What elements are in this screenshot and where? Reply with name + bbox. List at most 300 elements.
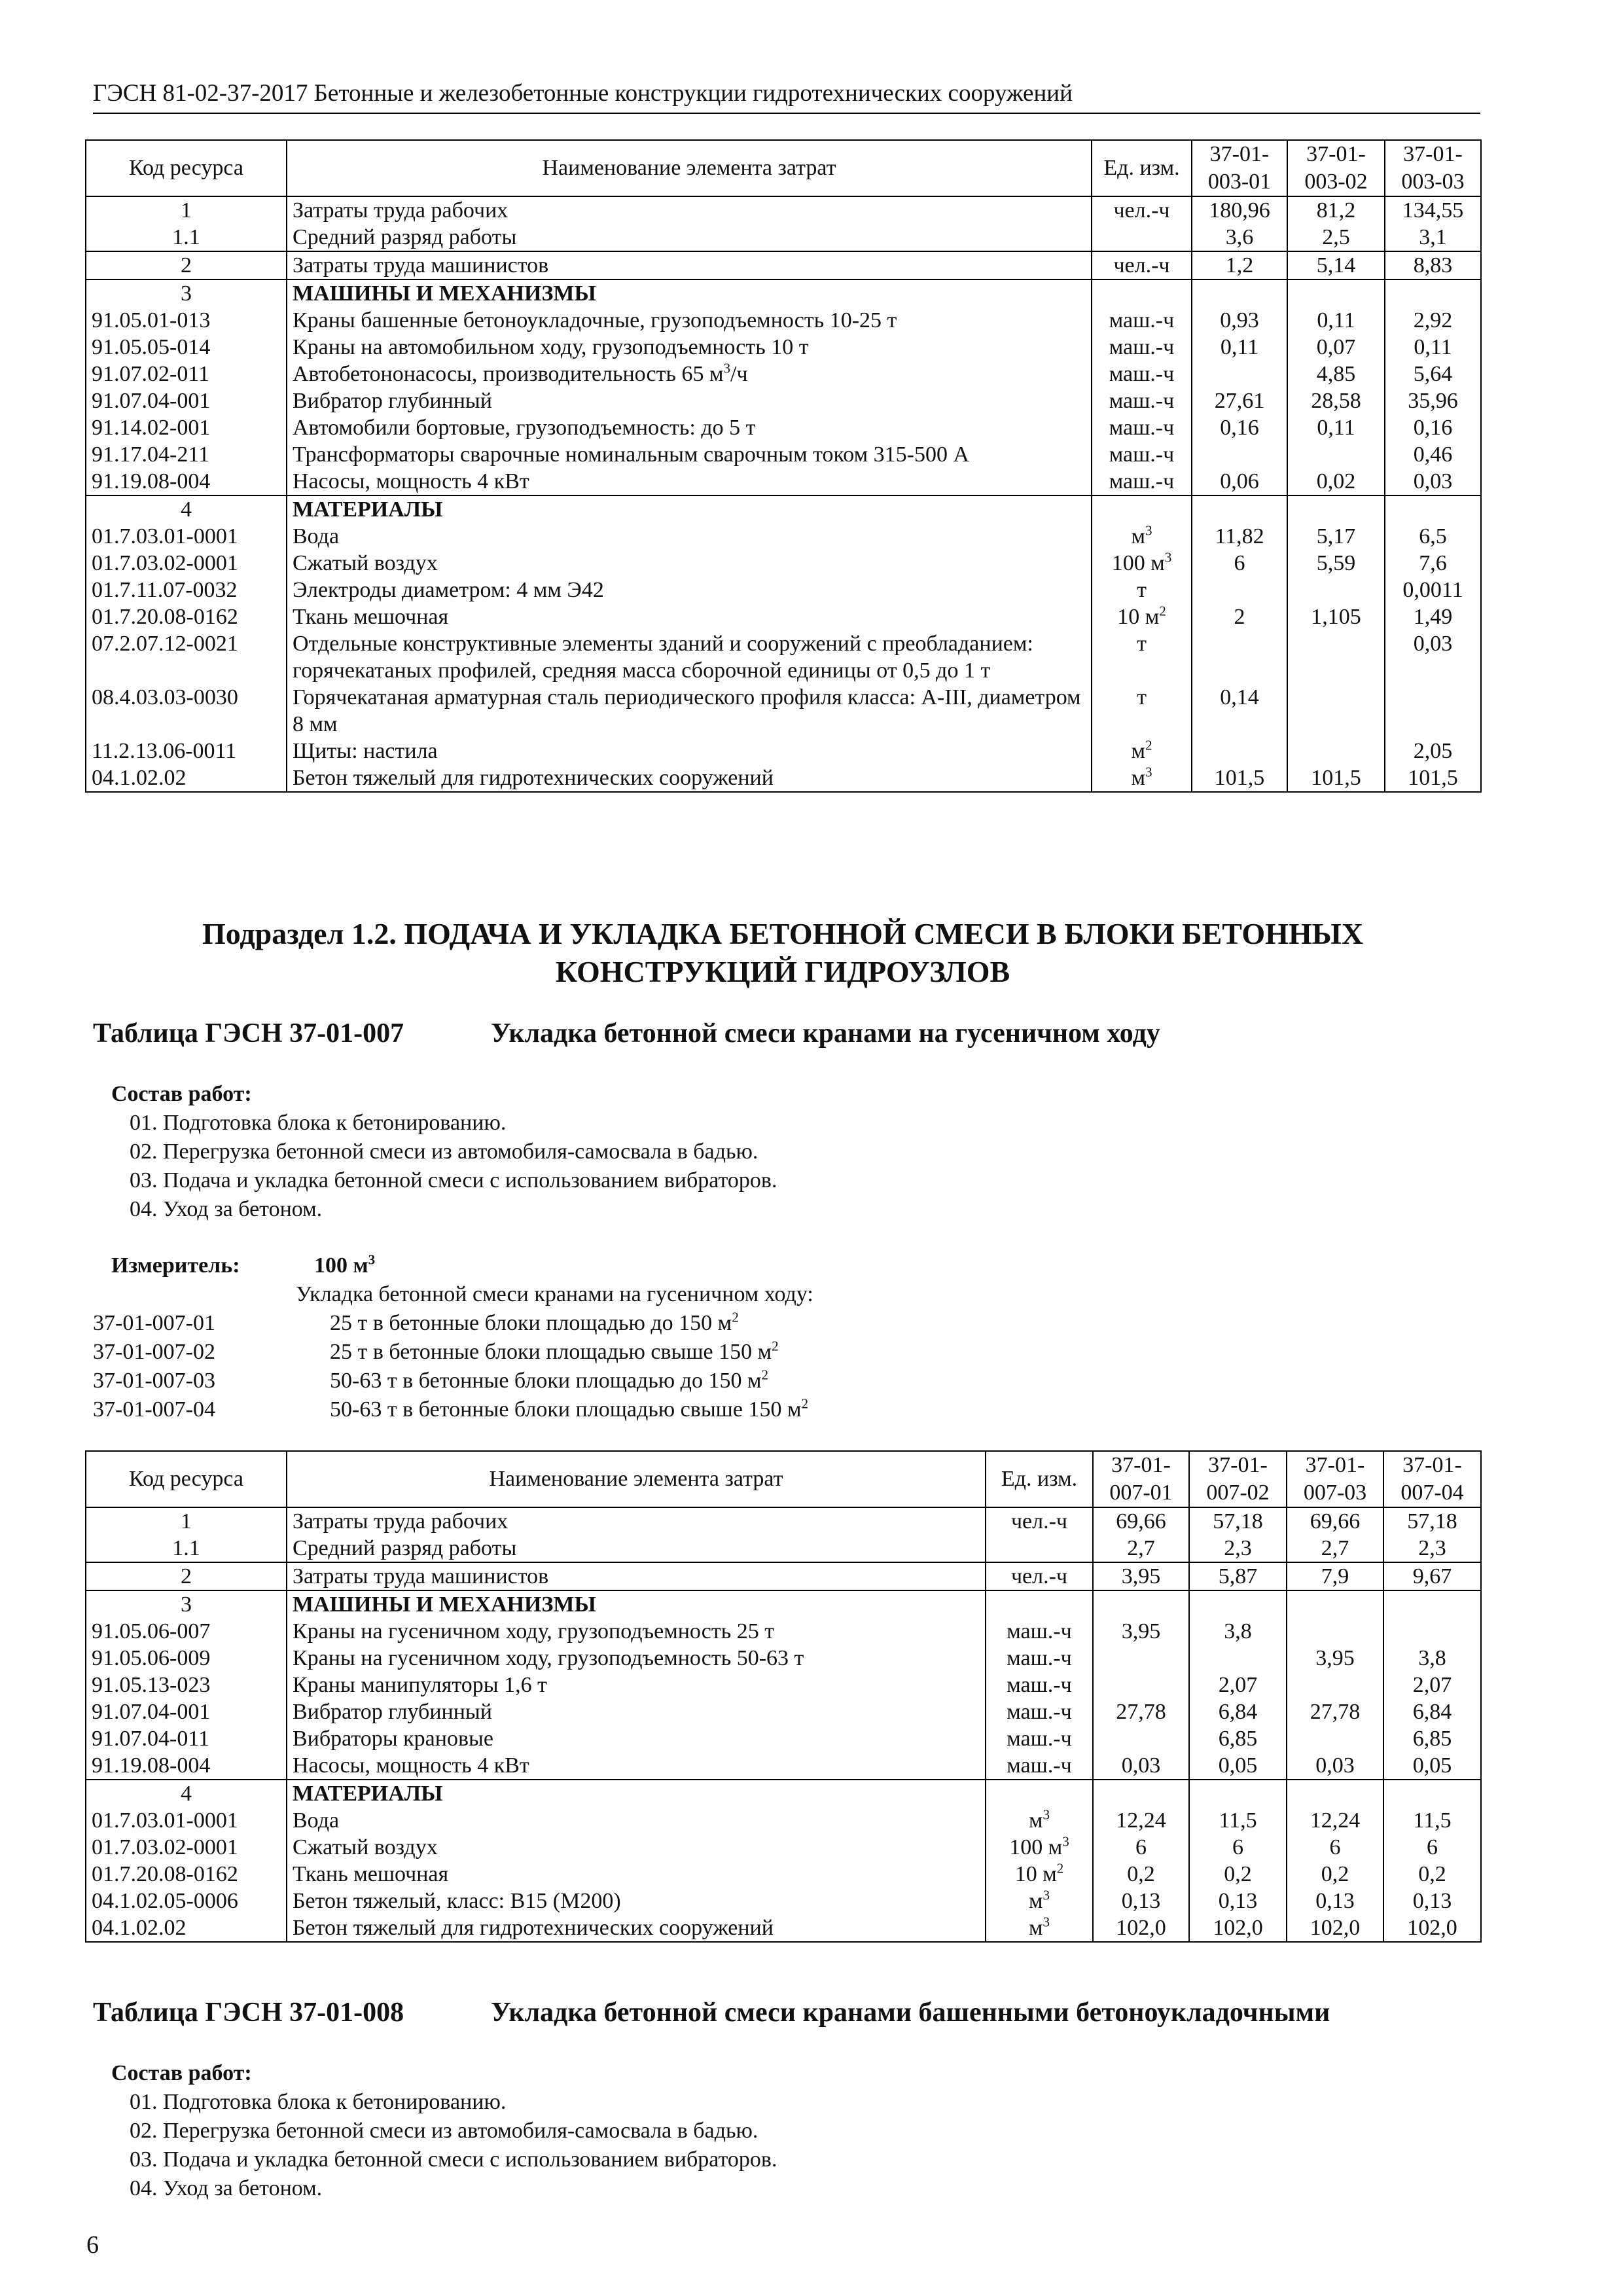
norm-value: 0,03 [1093, 1752, 1189, 1780]
meter-unit: 100 $м^3$ [314, 1251, 376, 1278]
resource-code: 91.07.02-011 [86, 361, 287, 387]
norm-value [1192, 577, 1287, 603]
table-row [86, 684, 1481, 738]
norm-value: 12,24 [1287, 1807, 1383, 1834]
table-row [86, 1834, 1481, 1861]
norm-value [1192, 630, 1287, 684]
resource-name: Краны башенные бетоноукладочные, грузоподъемность 10-25 т [287, 307, 1092, 334]
table-row [86, 414, 1481, 441]
resource-name: Трансформаторы сварочные номинальным сварочным током 315-500 А [287, 441, 1092, 468]
norm-value: 6,5 [1385, 523, 1481, 550]
resource-code: 1 [86, 1507, 287, 1535]
resource-name: Горячекатаная арматурная сталь периодического профиля класса: А-III, диаметром 8 мм [287, 684, 1092, 738]
norm-value [1192, 738, 1287, 764]
norm-value [1287, 441, 1385, 468]
norm-value [1287, 1725, 1383, 1752]
resource-name: Затраты труда машинистов [287, 251, 1092, 279]
table-row [86, 1590, 1481, 1618]
table-row [86, 577, 1481, 603]
norm-value: 27,61 [1192, 387, 1287, 414]
norm-value [1287, 495, 1385, 523]
resource-name: Ткань мешочная [287, 1861, 986, 1888]
norm-value: 180,96 [1192, 196, 1287, 224]
norm-value: 0,13 [1093, 1888, 1189, 1914]
resource-name: Насосы, мощность 4 кВт [287, 468, 1092, 495]
resource-name: Краны на автомобильном ходу, грузоподъемность 10 т [287, 334, 1092, 361]
table-row [86, 441, 1481, 468]
norm-value: 102,0 [1287, 1914, 1383, 1942]
resource-code: 01.7.20.08-0162 [86, 1861, 287, 1888]
norm-value: 102,0 [1189, 1914, 1287, 1942]
norm-value: 3,95 [1093, 1618, 1189, 1645]
norm-value: 6 [1093, 1834, 1189, 1861]
norm-value: 101,5 [1192, 764, 1287, 792]
norm-value: 5,14 [1287, 251, 1385, 279]
norm-value: 102,0 [1383, 1914, 1481, 1942]
table-row [86, 196, 1481, 224]
resource-name: Электроды диаметром: 4 мм Э42 [287, 577, 1092, 603]
resource-name: Автобетононасосы, производительность 65 $м^3/ч$ [287, 361, 1092, 387]
table-row [86, 630, 1481, 684]
norm-value: 0,02 [1287, 468, 1385, 495]
resource-name: Средний разряд работы [287, 224, 1092, 251]
column-header-name: Наименование элемента затрат [287, 1451, 986, 1507]
column-header-code: Код ресурса [86, 1451, 287, 1507]
resource-code: 91.05.13-023 [86, 1672, 287, 1698]
resource-unit: маш.-ч [986, 1725, 1093, 1752]
resource-code: 01.7.20.08-0162 [86, 603, 287, 630]
table-row [86, 1645, 1481, 1672]
norm-value: 6,85 [1383, 1725, 1481, 1752]
norm-value: 0,07 [1287, 334, 1385, 361]
resource-name: Бетон тяжелый для гидротехнических сооружений [287, 764, 1092, 792]
table-row [86, 279, 1481, 307]
norm-value: 1,2 [1192, 251, 1287, 279]
norm-value [1287, 684, 1385, 738]
resource-name: МАШИНЫ И МЕХАНИЗМЫ [287, 279, 1092, 307]
norm-value [1093, 1725, 1189, 1752]
norm-value: 6 [1287, 1834, 1383, 1861]
work-composition-2 [111, 2059, 777, 2203]
norm-value: 3,1 [1385, 224, 1481, 251]
table-row [86, 1672, 1481, 1698]
resource-unit: маш.-ч [1092, 334, 1192, 361]
running-header: ГЭСН 81-02-37-2017 Бетонные и железобетонные конструкции гидротехнических сооружений [93, 77, 1480, 114]
norm-value: 69,66 [1287, 1507, 1383, 1535]
resource-code: 01.7.03.02-0001 [86, 550, 287, 577]
resource-code: 91.14.02-001 [86, 414, 287, 441]
meter-description: Укладка бетонной смеси кранами на гусеничном ходу: [296, 1282, 813, 1306]
resource-unit: маш.-ч [1092, 441, 1192, 468]
norm-value: 0,2 [1189, 1861, 1287, 1888]
resource-code: 11.2.13.06-0011 [86, 738, 287, 764]
meter-code: 37-01-007-01 [93, 1311, 215, 1335]
resource-unit [1092, 224, 1192, 251]
table-row [86, 495, 1481, 523]
resource-code: 91.07.04-001 [86, 387, 287, 414]
resource-name: Сжатый воздух [287, 550, 1092, 577]
resource-name: Вибраторы крановые [287, 1725, 986, 1752]
resource-name: Бетон тяжелый, класс: В15 (М200) [287, 1888, 986, 1914]
resource-unit [986, 1590, 1093, 1618]
resource-name: Вибратор глубинный [287, 387, 1092, 414]
norm-value [1287, 738, 1385, 764]
resource-name: Отдельные конструктивные элементы зданий и сооружений с преобладанием: горячекатаных профилей, средняя масса сборочной единицы от 0,5 до 1 т [287, 630, 1092, 684]
resource-code: 04.1.02.02 [86, 1914, 287, 1942]
norm-value: 0,13 [1287, 1888, 1383, 1914]
work-item: 03. Подача и укладка бетонной смеси с использованием вибраторов. [130, 1168, 777, 1193]
table-code: Таблица ГЭСН 37-01-008 [93, 1998, 404, 2028]
resource-unit: $м^3$ [1092, 523, 1192, 550]
work-composition-1 [111, 1080, 777, 1224]
norm-value [1385, 279, 1481, 307]
column-header-norm: 37-01-003-03 [1385, 140, 1481, 196]
norm-value: 0,2 [1383, 1861, 1481, 1888]
meter-code: 37-01-007-04 [93, 1397, 215, 1422]
norm-value: 9,67 [1383, 1562, 1481, 1590]
norm-value: 6 [1192, 550, 1287, 577]
norm-value: 2 [1192, 603, 1287, 630]
norm-value: 6,84 [1189, 1698, 1287, 1725]
norm-value: 3,95 [1093, 1562, 1189, 1590]
norm-value: 11,5 [1189, 1807, 1287, 1834]
resource-name: Краны манипуляторы 1,6 т [287, 1672, 986, 1698]
norm-value: 4,85 [1287, 361, 1385, 387]
norm-value: 0,11 [1192, 334, 1287, 361]
norm-value: 8,83 [1385, 251, 1481, 279]
table-row [86, 764, 1481, 792]
resource-code: 01.7.11.07-0032 [86, 577, 287, 603]
norm-value: 0,11 [1287, 414, 1385, 441]
resource-unit: $м^3$ [986, 1888, 1093, 1914]
norm-value: 0,2 [1287, 1861, 1383, 1888]
resource-table-37-01-003 [85, 139, 1482, 793]
resource-code: 91.05.06-009 [86, 1645, 287, 1672]
norm-value: 0,14 [1192, 684, 1287, 738]
table-row [86, 1507, 1481, 1535]
table-row [86, 251, 1481, 279]
resource-unit: маш.-ч [1092, 468, 1192, 495]
norm-value: 2,3 [1189, 1535, 1287, 1562]
meter-block [93, 1251, 1009, 1424]
resource-name: Вода [287, 523, 1092, 550]
norm-value [1287, 1672, 1383, 1698]
resource-unit: маш.-ч [986, 1752, 1093, 1780]
norm-value: 27,78 [1093, 1698, 1189, 1725]
resource-unit: 10 $м^2$ [986, 1861, 1093, 1888]
resource-name: МАТЕРИАЛЫ [287, 495, 1092, 523]
norm-value [1385, 684, 1481, 738]
norm-value: 0,0011 [1385, 577, 1481, 603]
resource-unit: т [1092, 630, 1192, 684]
resource-unit: маш.-ч [1092, 307, 1192, 334]
table-row [86, 1914, 1481, 1942]
norm-value [1383, 1590, 1481, 1618]
table-code: Таблица ГЭСН 37-01-007 [93, 1018, 404, 1049]
column-header-code: Код ресурса [86, 140, 287, 196]
norm-value [1093, 1672, 1189, 1698]
resource-name: Насосы, мощность 4 кВт [287, 1752, 986, 1780]
norm-value: 0,13 [1189, 1888, 1287, 1914]
norm-value: 2,07 [1189, 1672, 1287, 1698]
resource-code: 4 [86, 1780, 287, 1807]
norm-value: 0,06 [1192, 468, 1287, 495]
resource-unit [986, 1780, 1093, 1807]
table-row [86, 1752, 1481, 1780]
norm-value: 0,13 [1383, 1888, 1481, 1914]
norm-value: 69,66 [1093, 1507, 1189, 1535]
norm-value [1192, 495, 1287, 523]
resource-code: 07.2.07.12-0021 [86, 630, 287, 684]
resource-unit: т [1092, 684, 1192, 738]
resource-unit [986, 1535, 1093, 1562]
norm-value: 5,87 [1189, 1562, 1287, 1590]
norm-value [1192, 279, 1287, 307]
table-row [86, 468, 1481, 495]
resource-unit [1092, 495, 1192, 523]
resource-unit: т [1092, 577, 1192, 603]
column-header-norm: 37-01-003-01 [1192, 140, 1287, 196]
norm-value: 2,5 [1287, 224, 1385, 251]
resource-table-37-01-007 [85, 1450, 1482, 1943]
work-item: 01. Подготовка блока к бетонированию. [130, 2090, 507, 2114]
table-row [86, 1807, 1481, 1834]
resource-unit: маш.-ч [1092, 387, 1192, 414]
table-row [86, 1725, 1481, 1752]
table-row [86, 1535, 1481, 1562]
norm-value [1287, 1780, 1383, 1807]
work-item: 02. Перегрузка бетонной смеси из автомобиля-самосвала в бадью. [130, 1139, 758, 1164]
resource-name: Бетон тяжелый для гидротехнических сооружений [287, 1914, 986, 1942]
norm-value: 0,93 [1192, 307, 1287, 334]
meter-code: 37-01-007-02 [93, 1340, 215, 1364]
resource-code: 3 [86, 279, 287, 307]
column-header-norm: 37-01-003-02 [1287, 140, 1385, 196]
resource-unit: 100 $м^3$ [1092, 550, 1192, 577]
norm-value: 57,18 [1189, 1507, 1287, 1535]
norm-value [1093, 1590, 1189, 1618]
column-header-norm: 37-01-007-03 [1287, 1451, 1383, 1507]
norm-value: 5,64 [1385, 361, 1481, 387]
norm-value: 0,05 [1383, 1752, 1481, 1780]
norm-value: 7,9 [1287, 1562, 1383, 1590]
norm-value: 3,8 [1383, 1645, 1481, 1672]
resource-unit [1092, 279, 1192, 307]
norm-value: 7,6 [1385, 550, 1481, 577]
table-name: Укладка бетонной смеси кранами башенными бетоноукладочными [491, 1998, 1330, 2028]
norm-value: 0,03 [1287, 1752, 1383, 1780]
norm-value [1189, 1590, 1287, 1618]
table-row [86, 361, 1481, 387]
column-header-norm: 37-01-007-04 [1383, 1451, 1481, 1507]
norm-value: 57,18 [1383, 1507, 1481, 1535]
norm-value: 6 [1189, 1834, 1287, 1861]
norm-value: 2,92 [1385, 307, 1481, 334]
table-row [86, 1888, 1481, 1914]
resource-name: Средний разряд работы [287, 1535, 986, 1562]
norm-value: 0,16 [1385, 414, 1481, 441]
work-item: 03. Подача и укладка бетонной смеси с использованием вибраторов. [130, 2147, 777, 2172]
resource-code: 3 [86, 1590, 287, 1618]
norm-value: 0,03 [1385, 468, 1481, 495]
resource-name: Вода [287, 1807, 986, 1834]
resource-unit: чел.-ч [986, 1507, 1093, 1535]
resource-name: Ткань мешочная [287, 603, 1092, 630]
meter-text: 25 т в бетонные блоки площадью свыше 150 $м^2$ [330, 1338, 779, 1364]
resource-unit: маш.-ч [986, 1672, 1093, 1698]
table-title-37-01-008 [93, 1995, 1330, 2030]
resource-code: 91.05.05-014 [86, 334, 287, 361]
norm-value [1192, 441, 1287, 468]
table-row [86, 550, 1481, 577]
norm-value: 5,17 [1287, 523, 1385, 550]
column-header-unit: Ед. изм. [1092, 140, 1192, 196]
work-composition-heading: Состав работ: [111, 1082, 252, 1106]
norm-value: 5,59 [1287, 550, 1385, 577]
norm-value: 2,3 [1383, 1535, 1481, 1562]
table-row [86, 738, 1481, 764]
meter-text: 50-63 т в бетонные блоки площадью свыше 150 $м^2$ [330, 1395, 809, 1422]
resource-name: Затраты труда рабочих [287, 1507, 986, 1535]
work-item: 04. Уход за бетоном. [130, 1197, 323, 1221]
norm-value [1189, 1780, 1287, 1807]
column-header-name: Наименование элемента затрат [287, 140, 1092, 196]
resource-code: 4 [86, 495, 287, 523]
norm-value: 1,49 [1385, 603, 1481, 630]
norm-value [1287, 279, 1385, 307]
resource-code: 91.19.08-004 [86, 468, 287, 495]
resource-code: 1.1 [86, 224, 287, 251]
table-row [86, 1562, 1481, 1590]
norm-value: 1,105 [1287, 603, 1385, 630]
resource-unit: чел.-ч [1092, 251, 1192, 279]
norm-value: 81,2 [1287, 196, 1385, 224]
table-row [86, 523, 1481, 550]
resource-name: Щиты: настила [287, 738, 1092, 764]
resource-name: Автомобили бортовые, грузоподъемность: до 5 т [287, 414, 1092, 441]
norm-value [1287, 1618, 1383, 1645]
norm-value: 27,78 [1287, 1698, 1383, 1725]
norm-value: 2,05 [1385, 738, 1481, 764]
table-row [86, 387, 1481, 414]
norm-value: 2,7 [1287, 1535, 1383, 1562]
norm-value: 6,84 [1383, 1698, 1481, 1725]
resource-name: Краны на гусеничном ходу, грузоподъемность 25 т [287, 1618, 986, 1645]
work-item: 02. Перегрузка бетонной смеси из автомобиля-самосвала в бадью. [130, 2119, 758, 2143]
norm-value: 12,24 [1093, 1807, 1189, 1834]
resource-code: 01.7.03.01-0001 [86, 523, 287, 550]
resource-unit: 10 $м^2$ [1092, 603, 1192, 630]
norm-value: 101,5 [1385, 764, 1481, 792]
norm-value [1287, 630, 1385, 684]
column-header-norm: 37-01-007-01 [1093, 1451, 1189, 1507]
resource-code: 1.1 [86, 1535, 287, 1562]
meter-text: 25 т в бетонные блоки площадью до 150 $м^2$ [330, 1309, 739, 1335]
norm-value: 0,16 [1192, 414, 1287, 441]
table-row [86, 334, 1481, 361]
norm-value: 0,03 [1385, 630, 1481, 684]
resource-code: 91.05.06-007 [86, 1618, 287, 1645]
norm-value: 134,55 [1385, 196, 1481, 224]
norm-value: 101,5 [1287, 764, 1385, 792]
resource-unit: маш.-ч [986, 1618, 1093, 1645]
resource-unit: $м^3$ [1092, 764, 1192, 792]
resource-code: 1 [86, 196, 287, 224]
norm-value [1287, 1590, 1383, 1618]
table-row [86, 603, 1481, 630]
norm-value: 0,11 [1385, 334, 1481, 361]
resource-name: Затраты труда машинистов [287, 1562, 986, 1590]
norm-value: 2,07 [1383, 1672, 1481, 1698]
resource-unit: маш.-ч [986, 1698, 1093, 1725]
table-title-37-01-007 [93, 1016, 1160, 1051]
norm-value: 6 [1383, 1834, 1481, 1861]
resource-name: Затраты труда рабочих [287, 196, 1092, 224]
norm-value: 3,95 [1287, 1645, 1383, 1672]
resource-unit: чел.-ч [986, 1562, 1093, 1590]
norm-value: 28,58 [1287, 387, 1385, 414]
norm-value: 0,05 [1189, 1752, 1287, 1780]
table-header-row [86, 140, 1481, 196]
norm-value: 3,6 [1192, 224, 1287, 251]
resource-code: 91.07.04-011 [86, 1725, 287, 1752]
resource-unit: $м^3$ [986, 1807, 1093, 1834]
norm-value [1385, 495, 1481, 523]
resource-unit: маш.-ч [986, 1645, 1093, 1672]
resource-name: Краны на гусеничном ходу, грузоподъемность 50-63 т [287, 1645, 986, 1672]
norm-value: 0,2 [1093, 1861, 1189, 1888]
resource-name: МАШИНЫ И МЕХАНИЗМЫ [287, 1590, 986, 1618]
norm-value: 11,5 [1383, 1807, 1481, 1834]
resource-name: МАТЕРИАЛЫ [287, 1780, 986, 1807]
table-row [86, 1861, 1481, 1888]
norm-value: 3,8 [1189, 1618, 1287, 1645]
norm-value: 11,82 [1192, 523, 1287, 550]
work-composition-heading: Состав работ: [111, 2061, 252, 2085]
resource-code: 91.07.04-001 [86, 1698, 287, 1725]
table-row [86, 307, 1481, 334]
meter-code: 37-01-007-03 [93, 1369, 215, 1393]
work-item: 04. Уход за бетоном. [130, 2176, 323, 2200]
norm-value: 35,96 [1385, 387, 1481, 414]
table-row [86, 1780, 1481, 1807]
table-row [86, 1618, 1481, 1645]
norm-value [1383, 1618, 1481, 1645]
resource-unit: $м^2$ [1092, 738, 1192, 764]
resource-code: 01.7.03.01-0001 [86, 1807, 287, 1834]
resource-unit: 100 $м^3$ [986, 1834, 1093, 1861]
norm-value [1287, 577, 1385, 603]
page-number: 6 [86, 2231, 99, 2259]
table-row [86, 224, 1481, 251]
norm-value [1093, 1780, 1189, 1807]
norm-value: 6,85 [1189, 1725, 1287, 1752]
table-header-row [86, 1451, 1481, 1507]
norm-value [1383, 1780, 1481, 1807]
norm-value [1192, 361, 1287, 387]
table-row [86, 1698, 1481, 1725]
resource-name: Вибратор глубинный [287, 1698, 986, 1725]
resource-code: 04.1.02.02 [86, 764, 287, 792]
resource-unit: маш.-ч [1092, 414, 1192, 441]
section-title: Подраздел 1.2. ПОДАЧА И УКЛАДКА БЕТОННОЙ СМЕСИ В БЛОКИ БЕТОННЫХ КОНСТРУКЦИЙ ГИДРОУЗЛОВ [202, 917, 1364, 988]
column-header-unit: Ед. изм. [986, 1451, 1093, 1507]
norm-value [1189, 1645, 1287, 1672]
meter-text: 50-63 т в бетонные блоки площадью до 150 $м^2$ [330, 1367, 769, 1393]
norm-value: 102,0 [1093, 1914, 1189, 1942]
norm-value [1093, 1645, 1189, 1672]
work-item: 01. Подготовка блока к бетонированию. [130, 1111, 507, 1135]
